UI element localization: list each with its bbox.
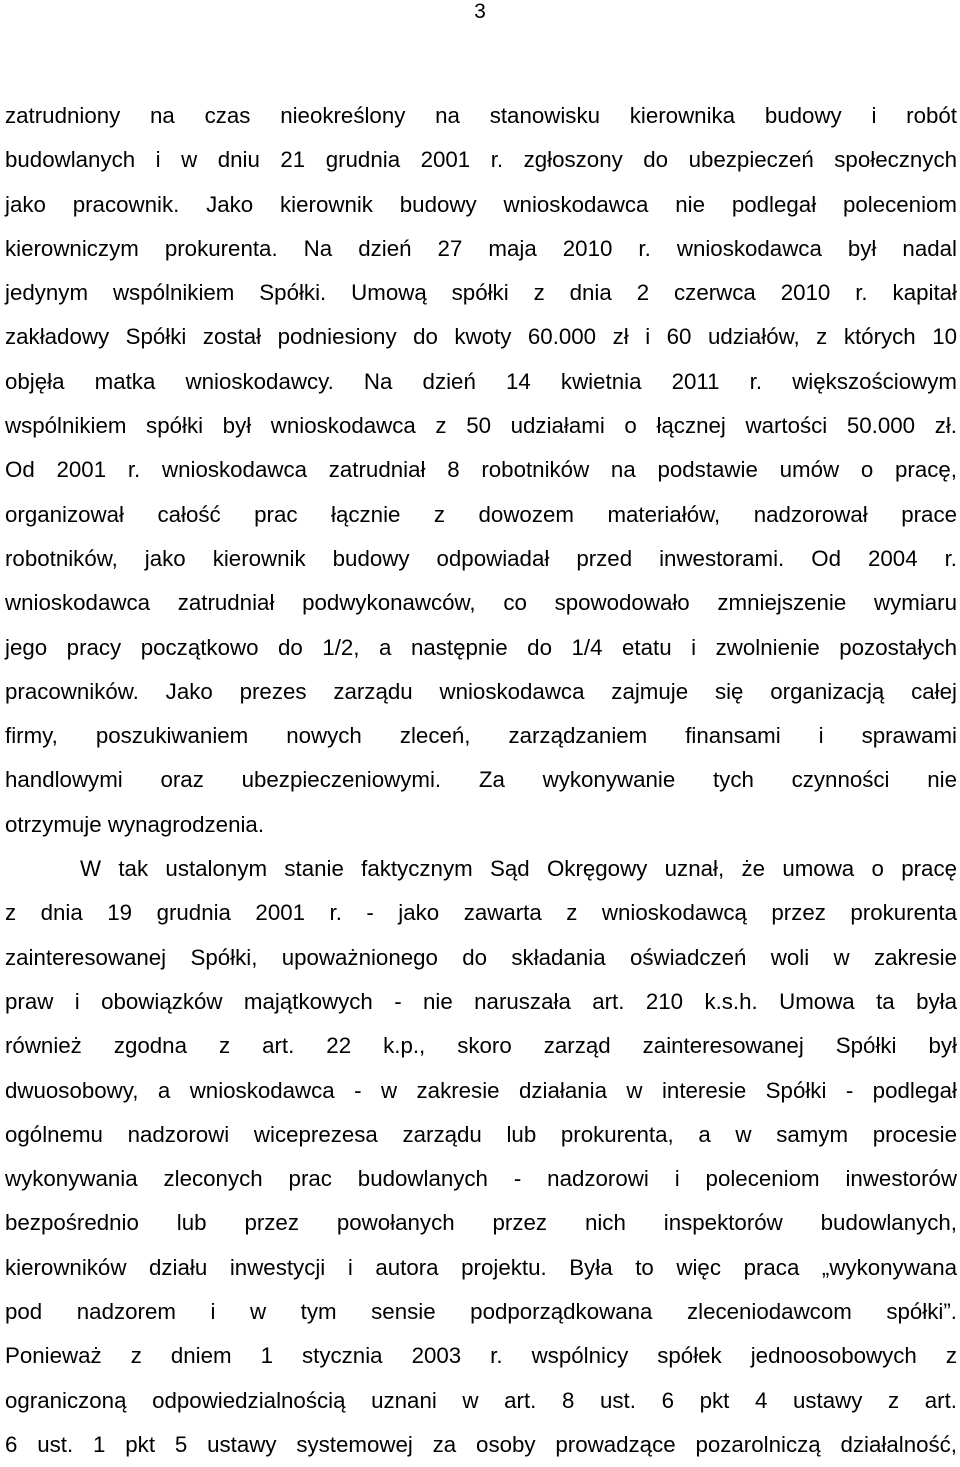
text-line: jako pracownik. Jako kierownik budowy wnioskodawca nie podlegał poleceniom	[5, 191, 957, 217]
paragraph-end-line: otrzymuje wynagrodzenia.	[5, 811, 265, 837]
text-line: pracowników. Jako prezes zarządu wnioskodawca zajmuje się organizacją całej	[5, 678, 957, 704]
text-line: robotników, jako kierownik budowy odpowiadał przed inwestorami. Od 2004 r.	[5, 545, 957, 571]
text-line: z dnia 19 grudnia 2001 r. - jako zawarta z wnioskodawcą przez prokurenta	[5, 900, 957, 926]
text-line: handlowymi oraz ubezpieczeniowymi. Za wykonywanie tych czynności nie	[5, 767, 957, 793]
paragraph-start-line: W tak ustalonym stanie faktycznym Sąd Okręgowy uznał, że umowa o pracę	[80, 856, 957, 882]
text-line: kierowniczym prokurenta. Na dzień 27 maja 2010 r. wnioskodawca był nadal	[5, 235, 957, 261]
text-line: zatrudniony na czas nieokreślony na stanowisku kierownika budowy i robót	[5, 103, 957, 128]
text-line: ograniczoną odpowiedzialnością uznani w art. 8 ust. 6 pkt 4 ustawy z art.	[5, 1387, 957, 1413]
text-line: 6 ust. 1 pkt 5 ustawy systemowej za osoby prowadzące pozarolniczą działalność,	[5, 1431, 957, 1457]
text-line: budowlanych i w dniu 21 grudnia 2001 r. zgłoszony do ubezpieczeń społecznych	[5, 147, 957, 173]
body-text	[5, 94, 957, 1467]
text-line: kierowników działu inwestycji i autora projektu. Była to więc praca „wykonywana	[5, 1254, 957, 1280]
text-line: wnioskodawca zatrudniał podwykonawców, co spowodowało zmniejszenie wymiaru	[5, 590, 957, 616]
text-line: wspólnikiem spółki był wnioskodawca z 50 udziałami o łącznej wartości 50.000 zł.	[5, 413, 957, 439]
text-line: Ponieważ z dniem 1 stycznia 2003 r. wspólnicy spółek jednoosobowych z	[5, 1343, 957, 1369]
text-line: jego pracy początkowo do 1/2, a następnie do 1/4 etatu i zwolnienie pozostałych	[5, 634, 957, 660]
text-line: objęła matka wnioskodawcy. Na dzień 14 kwietnia 2011 r. większościowym	[5, 368, 957, 394]
text-line: firmy, poszukiwaniem nowych zleceń, zarządzaniem finansami i sprawami	[5, 723, 957, 749]
page-number: 3	[474, 0, 486, 23]
text-line: dwuosobowy, a wnioskodawca - w zakresie działania w interesie Spółki - podlegał	[5, 1077, 957, 1103]
text-line: wykonywania zleconych prac budowlanych - nadzorowi i poleceniom inwestorów	[5, 1166, 957, 1192]
text-line: praw i obowiązków majątkowych - nie naruszała art. 210 k.s.h. Umowa ta była	[5, 988, 957, 1014]
text-line: również zgodna z art. 22 k.p., skoro zarząd zainteresowanej Spółki był	[5, 1033, 957, 1059]
text-line: organizował całość prac łącznie z dowozem materiałów, nadzorował prace	[5, 501, 957, 527]
text-line: jedynym wspólnikiem Spółki. Umową spółki z dnia 2 czerwca 2010 r. kapitał	[5, 280, 957, 306]
text-line: bezpośrednio lub przez powołanych przez nich inspektorów budowlanych,	[5, 1210, 957, 1236]
text-line: zainteresowanej Spółki, upoważnionego do składania oświadczeń woli w zakresie	[5, 944, 957, 970]
text-line: pod nadzorem i w tym sensie podporządkowana zleceniodawcom spółki”.	[5, 1299, 957, 1325]
text-line: ogólnemu nadzorowi wiceprezesa zarządu lub prokurenta, a w samym procesie	[5, 1121, 957, 1147]
text-line: Od 2001 r. wnioskodawca zatrudniał 8 robotników na podstawie umów o pracę,	[5, 457, 957, 483]
text-line: zakładowy Spółki został podniesiony do kwoty 60.000 zł i 60 udziałów, z których 10	[5, 324, 957, 350]
